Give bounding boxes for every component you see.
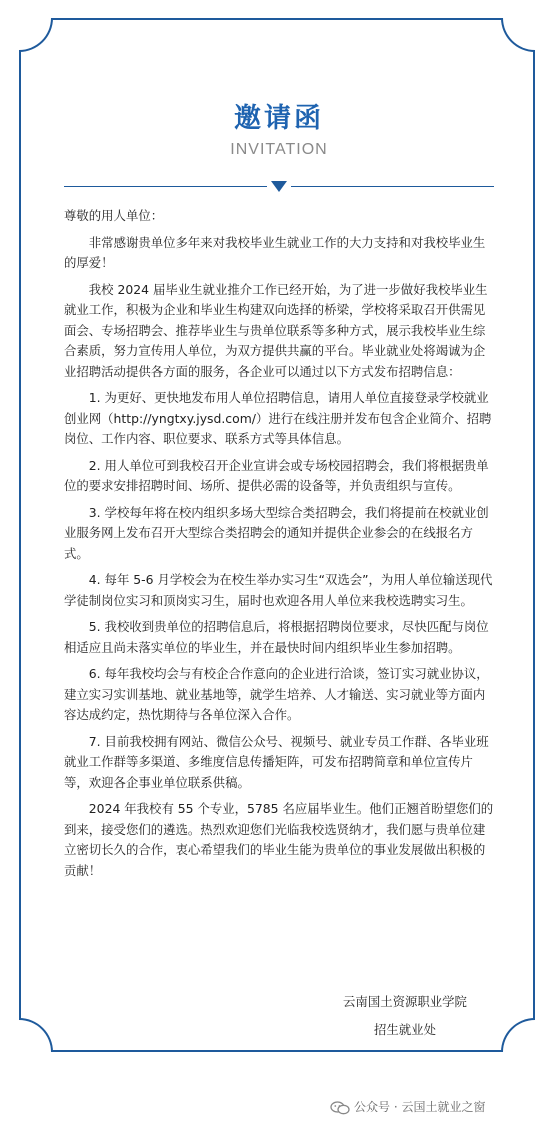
footer-source <box>330 1098 485 1115</box>
divider-right <box>291 186 494 187</box>
triangle-down-icon <box>271 181 287 192</box>
divider-left <box>64 186 267 187</box>
letter-greeting: 尊敬的用人单位： <box>64 208 164 223</box>
letter-paragraph: 我校 2024 届毕业生就业推介工作已经开始，为了进一步做好我校毕业生就业工作，积极为企业和毕业生构建双向选择的桥梁，学校将采取召开供需见面会、专场招聘会、推荐毕业生与贵单位联系等多种方式，展示我校毕业生综合素质，努力宣传用人单位，为双方提供共赢的平台。毕业就业处将竭诚为企业招聘活动提供各方面的服务，各企业可以通过以下方式发布招聘信息： <box>64 281 488 379</box>
letter-paragraph: 7. 目前我校拥有网站、微信公众号、视频号、就业专员工作群、各毕业班就业工作群等多渠道、多维度信息传播矩阵，可发布招聘简章和单位宣传片等，欢迎各企事业单位联系供稿。 <box>64 733 489 790</box>
signature-office: 招生就业处 <box>374 1022 436 1037</box>
letter-paragraph: 2. 用人单位可到我校召开企业宣讲会或专场校园招聘会，我们将根据贵单位的要求安排招聘时间、场所、提供必需的设备等，并负责组织与宣传。 <box>64 457 489 493</box>
letter-paragraph: 1. 为更好、更快地发布用人单位招聘信息，请用人单位直接登录学校就业创业网（http://yngtxy.jysd.com/）进行在线注册并发布包含企业简介、招聘岗位、工作内容、职位要求、联系方式等具体信息。 <box>64 390 492 446</box>
page-title: 邀请函 <box>234 103 324 134</box>
letter-paragraph: 2024 年我校有 55 个专业，5785 名应届毕业生。他们正翘首盼望您们的到来，接受您们的遴选。热烈欢迎您们光临我校选贤纳才，我们愿与贵单位建立密切长久的合作，衷心希望我们的毕业生能为贵单位的事业发展做出积极的贡献！ <box>64 801 494 878</box>
letter-paragraph: 3. 学校每年将在校内组织多场大型综合类招聘会，我们将提前在校就业创业服务网上发布召开大型综合类招聘会的通知并提供企业参会的在线报名方式。 <box>64 504 489 561</box>
signature-school: 云南国土资源职业学院 <box>343 994 467 1009</box>
page-subtitle: INVITATION <box>230 141 328 158</box>
letter-paragraph: 4. 每年 5-6 月学校会为在校生举办实习生“双选会”，为用人单位输送现代学徒制岗位实习和顶岗实习生，届时也欢迎各用人单位来我校选聘实习生。 <box>64 572 493 608</box>
letter-paragraph: 非常感谢贵单位多年来对我校毕业生就业工作的大力支持和对我校毕业生的厚爱！ <box>64 234 486 270</box>
letter-body <box>64 206 496 887</box>
footer-text: 公众号 · 云国土就业之窗 <box>354 1100 486 1114</box>
wechat-icon <box>330 1101 350 1115</box>
letter-paragraph: 5. 我校收到贵单位的招聘信息后，将根据招聘岗位要求，尽快匹配与岗位相适应且尚未落实单位的毕业生，并在最快时间内组织毕业生参加招聘。 <box>64 619 489 655</box>
letter-paragraph: 6. 每年我校均会与有校企合作意向的企业进行洽谈，签订实习就业协议，建立实习实训基地、就业基地等，就学生培养、人才输送、实习就业等方面内容达成约定，热忱期待与各单位深入合作。 <box>64 666 489 722</box>
